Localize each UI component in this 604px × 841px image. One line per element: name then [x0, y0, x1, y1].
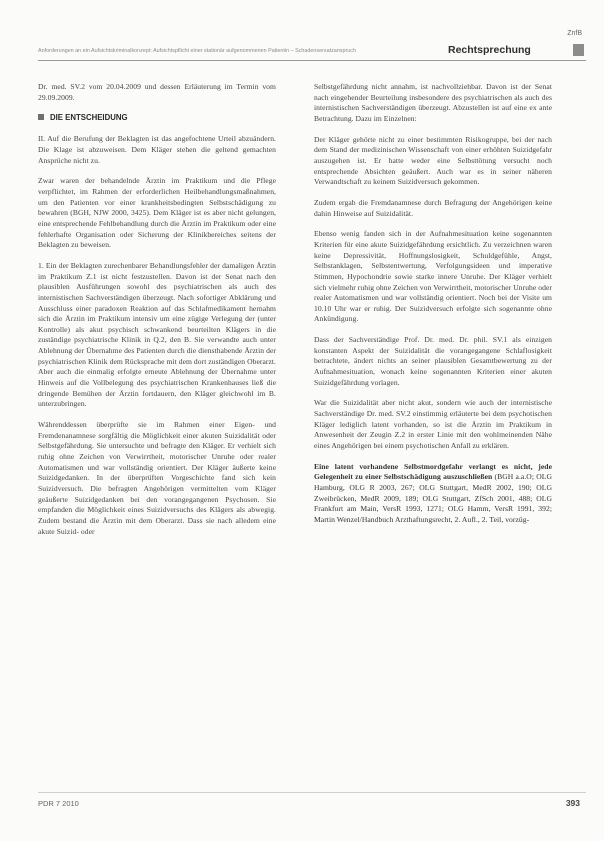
page-number: 393 [565, 798, 580, 808]
paragraph-bold-lead [314, 462, 552, 526]
paragraph: Der Kläger gehörte nicht zu einer bestimmten Risikogruppe, bei der nach dem Stand der medizinischen Wissenschaft von einer erhöhten Suizidgefahr auszugehen ist. Er hatte weder eine Selbsttötung versucht noch entsprechende Absichten geäußert. Auch war es in seiner näheren Verwandtschaft zu keinem Suizidversuch gekommen. [314, 134, 552, 187]
heading-text: DIE ENTSCHEIDUNG [50, 113, 128, 123]
running-header [38, 44, 586, 61]
heading-square-icon [38, 114, 44, 120]
journal-issue: PDR 7 2010 [38, 799, 79, 808]
paragraph: Zwar waren der behandelnde Ärztin im Praktikum und die Pflege verpflichtet, im Rahmen der erforderlichen Heilbehandlungsmaßnahmen, um den Patienten vor einer krankheitsbedingten Selbstschädigung zu bewahren (BGH, NJW 2000, 3425). Dem Kläger ist es aber nicht gelungen, eine entsprechende Fehlbehandlung durch die Ärztin im Praktikum oder eine fehlerhafte Organisation oder Sicherung der Klinikbereiches seitens der Beklagten zu beweisen. [38, 176, 276, 250]
bold-lead-text: Eine latent vorhandene Selbstmordgefahr verlangt es nicht, jede Gelegenheit zu einer Selbstschädigung auszuschließen [314, 461, 552, 482]
paragraph: II. Auf die Berufung der Beklagten ist das angefochtene Urteil abzuändern. Die Klage ist abzuweisen. Dem Kläger stehen die geltend gemachten Ansprüche nicht zu. [38, 134, 276, 165]
paragraph: Zudem ergab die Fremdanamnese durch Befragung der Angehörigen keine dahin Hinweise auf Suizidalität. [314, 197, 552, 218]
citation-text: (BGH a.a.O; OLG Hamburg, OLG R 2003, 267; OLG Stuttgart, MedR 2002, 190; OLG Zweibrücken, MedR 2009, 189; OLG Stuttgart, ZfSch 2001, 488; OLG Frankfurt am Main, VersR 1993, 1271; OLG Hamm, VersR 1991, 392; Martin Wenzel/Handbuch Arzthaftungsrecht, 2. Aufl., 2. Teil, vorzüg- [314, 472, 552, 524]
paragraph: War die Suizidalität aber nicht akut, sondern wie auch der internistische Sachverständige Dr. med. SV.2 einstimmig erläuterte bei dem psychotischen Kläger lediglich latent vorhanden, so ist die Ärztin im Praktikum in Anwesenheit der Zeugin Z.2 in erster Linie mit den wohlmeinenden Nähe eines Angehörigen bei einem psychotischen Anfall zu erklären. [314, 398, 552, 451]
section-title: Rechtsprechung [448, 44, 531, 56]
journal-tag: ZnfB [567, 30, 582, 37]
header-subtitle: Anforderungen an ein Aufsichtskriminalkonzept: Aufsichtspflicht einer stationär aufgenommenen Patientin – Schadensersatzanspruch [38, 48, 356, 54]
right-column [314, 82, 552, 536]
paragraph: Dass der Sachverständige Prof. Dr. med. Dr. phil. SV.1 als einzigen konstanten Aspekt der Suizidalität die vorangegangene Schlaflosigkeit betrachtete, ändert nichts an seiner plausiblen Gesamtbewertung zu der Aufnahmesituation, wonach keine sogenannten Kriterien einer akuten Suizidgefährdung vorlagen. [314, 335, 552, 387]
footer-divider [38, 792, 586, 793]
paragraph: Ebenso wenig fanden sich in der Aufnahmesituation keine sogenannten Kriterien für eine akute Suizidgefährdung ersichtlich. Zu verzeichnen waren keine Depressivität, Hoffnungslosigkeit, Schuldgefühle, Angst, Selbstanklagen, Selbstentwertung, Verfolgungsideen und imperative Stimmen, Hypochondrie sowie starke innere Unruhe. Der Kläger verhielt sich vielmehr ruhig ohne Zeichen von Verwirrtheit, motorischer Unruhe oder realer Automatismen und war vollständig orientiert. Noch bei der Visite um 10.10 Uhr war er ruhig. Der Suizidversuch erfolgte sich sogenannte ohne Ankündigung. [314, 229, 552, 324]
paragraph: Selbstgefährdung nicht annahm, ist nachvollziehbar. Davon ist der Senat nach eingehender Beurteilung insbesondere des psychiatrischen als auch des internistischen Sachverständigen überzeugt. Abzustellen ist auf eine ex ante Betrachtung. Dazu im Einzelnen: [314, 82, 552, 123]
section-heading [38, 113, 276, 122]
paragraph: 1. Ein der Beklagten zurechenbarer Behandlungsfehler der damaligen Ärztin im Praktikum Z.1 ist nicht festzustellen. Davon ist der Senat nach den plausiblen Ausführungen sowohl des psychiatrischen als auch des internistischen Sachverständigen überzeugt. Nach sofortiger Abklärung und Ausschluss einer paradoxen Reaktion auf das Schlafmedikament hernahm sich die Ärztin im Praktikum intensiv um eine zügige Verlegung der (unter Kontrolle) als akut psychisch schwankend beurteilten Klägers in die zuständige psychiatrische Klinik in Q.2, den B. Sie verwandte auch unter Ablehnung der Übernahme des Patienten durch die diensthabende Ärztin der psychiatrischen Klinik dem Rücksprache mit dem dort zuständigen Oberarzt. Aber auch die einmalig erfolgte erneute Ablehnung der Übernahme unter Hinweis auf die Vollbelegung des psychiatrischen Krankenhauses ließ die dringende Bemühen der Ärztin fortdauern, den Kläger gleichwohl im B. unterzubringen. [38, 260, 276, 409]
section-marker [573, 44, 584, 56]
paragraph: Währenddessen überprüfte sie im Rahmen einer Eigen- und Fremdenanamnese sorgfältig die Möglichkeit einer akuten Suizidalität oder Selbstgefährdung. Sie untersuchte und befragte den Kläger. Er verhielt sich ruhig ohne Zeichen von Verwirrtheit, motorischer Unruhe oder realer Automatismen und war vollständig orientiert. Der Kläger äußerte keine Suizidgedanken. In der überprüften Vorgeschichte fand sich kein Suizidversuch. Die befragten Angehörigen vermittelten vom Kläger geäußerte Suizidgedanken bei den vorangegangenen Psychosen. Sie empfanden die Möglichkeit eines Suizidversuchs des Klägers als abwegig. Zudem bestand die Ärztin mit dem Oberarzt. Dass sie nach alledem eine akute Suizid- oder [38, 420, 276, 536]
left-column [38, 82, 276, 547]
paragraph: Dr. med. SV.2 vom 20.04.2009 und dessen Erläuterung im Termin vom 29.09.2009. [38, 82, 276, 102]
